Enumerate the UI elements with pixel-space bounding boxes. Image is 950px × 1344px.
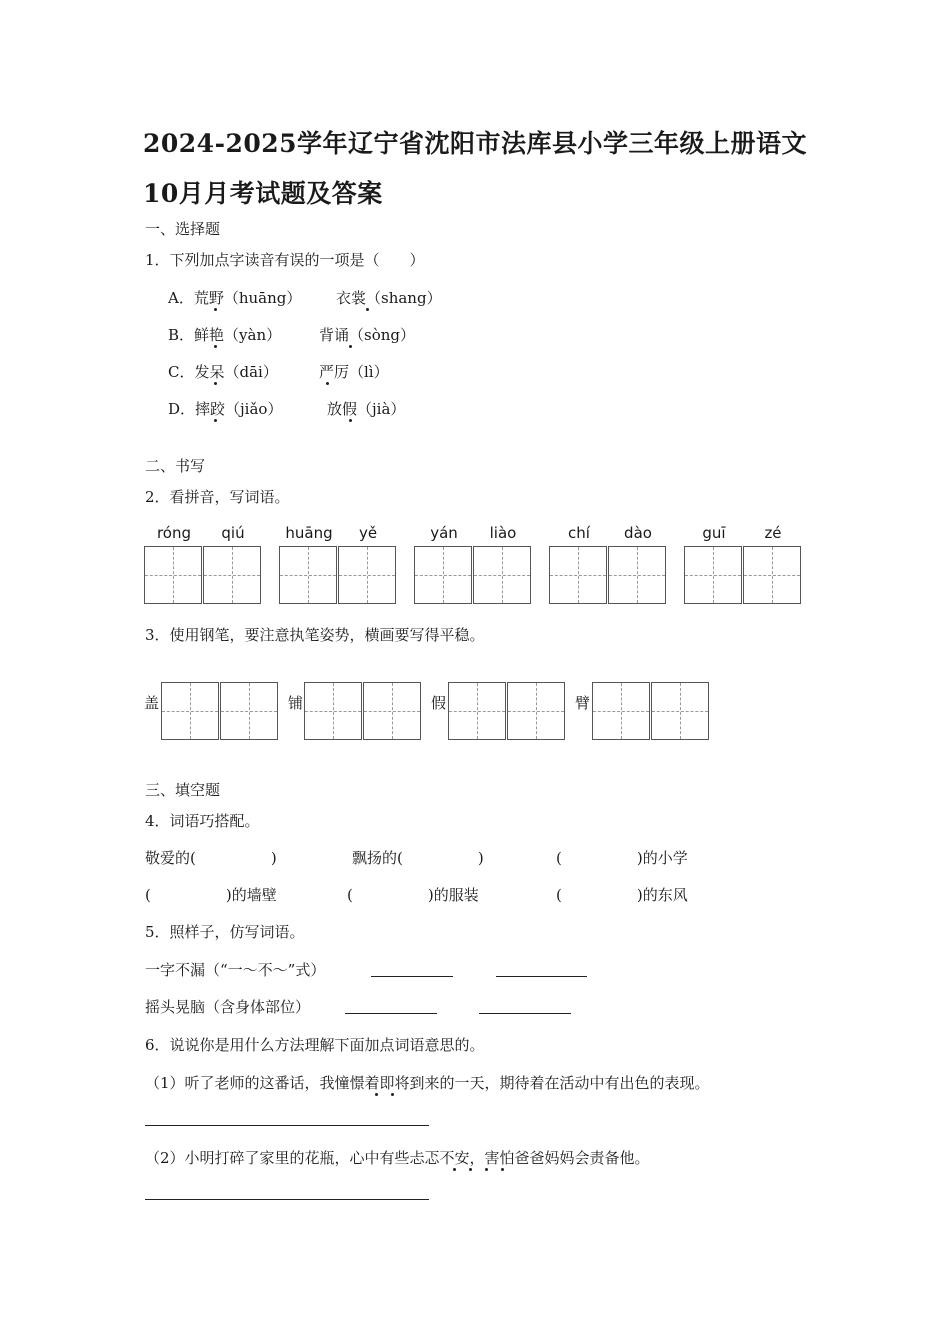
q1-option-b-word2: 背诵（sòng） [319, 326, 415, 344]
writing-grid-cell[interactable] [338, 546, 396, 604]
q4-blank[interactable]: ( )的东风 [556, 886, 688, 904]
emphasis-dot [214, 419, 217, 422]
q5-stem: 5．照样子，仿写词语。 [145, 923, 305, 941]
q1-stem: 1．下列加点字读音有误的一项是（ ） [145, 251, 425, 269]
q4-blank[interactable]: ( )的小学 [556, 849, 688, 867]
writing-grid-cell[interactable] [592, 682, 650, 740]
q4-blank[interactable]: ( )的墙壁 [145, 886, 277, 904]
writing-grid-cell[interactable] [448, 682, 506, 740]
writing-grid-cell[interactable] [651, 682, 709, 740]
q4-stem: 4．词语巧搭配。 [145, 812, 260, 830]
writing-grid-cell[interactable] [363, 682, 421, 740]
q1-option-a: A．荒野（huāng） [168, 289, 302, 307]
emphasis-dot [326, 382, 329, 385]
emphasis-dot [214, 382, 217, 385]
q3-char: 铺 [288, 694, 304, 712]
q5-example1: 一字不漏（“一～不～”式） [145, 961, 326, 979]
q1-option-d-word2: 放假（jià） [327, 400, 406, 418]
emphasis-dot [501, 1168, 504, 1171]
emphasis-dot [485, 1168, 488, 1171]
q6-stem: 6．说说你是用什么方法理解下面加点词语意思的。 [145, 1036, 485, 1054]
pinyin-label: dào [624, 524, 652, 542]
q1-option-c-word2: 严厉（lì） [319, 363, 389, 381]
q4-blank[interactable]: 敬爱的( ) [145, 849, 277, 867]
emphasis-dot [349, 345, 352, 348]
q3-stem: 3．使用钢笔，要注意执笔姿势，横画要写得平稳。 [145, 626, 485, 644]
pinyin-label: yán [430, 524, 458, 542]
q5-example2: 摇头晃脑（含身体部位） [145, 998, 311, 1016]
emphasis-dot [214, 308, 217, 311]
doc-title-line1: 2024-2025学年辽宁省沈阳市法库县小学三年级上册语文 [143, 129, 808, 158]
answer-line[interactable] [496, 976, 587, 977]
emphasis-dot [453, 1168, 456, 1171]
emphasis-dot [469, 1168, 472, 1171]
section-heading-choice: 一、选择题 [145, 220, 221, 238]
writing-grid-cell[interactable] [549, 546, 607, 604]
q6-sentence1: （1）听了老师的这番话，我憧憬着即将到来的一天，期待着在活动中有出色的表现。 [145, 1074, 710, 1092]
section-heading-writing: 二、书写 [145, 457, 206, 475]
writing-grid-cell[interactable] [220, 682, 278, 740]
writing-grid-cell[interactable] [144, 546, 202, 604]
section-heading-fill: 三、填空题 [145, 781, 221, 799]
writing-grid-cell[interactable] [507, 682, 565, 740]
q1-option-c: C．发呆（dāi） [168, 363, 278, 381]
writing-grid-cell[interactable] [473, 546, 531, 604]
answer-line[interactable] [371, 976, 453, 977]
q3-char: 盖 [144, 694, 160, 712]
pinyin-label: guī [702, 524, 726, 542]
writing-grid-cell[interactable] [608, 546, 666, 604]
writing-grid-cell[interactable] [203, 546, 261, 604]
q2-stem: 2．看拼音，写词语。 [145, 488, 290, 506]
writing-grid-cell[interactable] [279, 546, 337, 604]
writing-grid-cell[interactable] [414, 546, 472, 604]
writing-grid-cell[interactable] [684, 546, 742, 604]
doc-title-line2: 10月月考试题及答案 [143, 179, 383, 208]
writing-grid-cell[interactable] [304, 682, 362, 740]
emphasis-dot [349, 419, 352, 422]
q4-blank[interactable]: 飘扬的( ) [352, 849, 484, 867]
q1-option-b: B．鲜艳（yàn） [168, 326, 282, 344]
emphasis-dot [391, 1093, 394, 1096]
answer-line[interactable] [479, 1013, 571, 1014]
q6-sentence2: （2）小明打碎了家里的花瓶，心中有些忐忑不安，害怕爸爸妈妈会责备他。 [145, 1149, 650, 1167]
emphasis-dot [214, 345, 217, 348]
q1-option-a-word2: 衣裳（shang） [336, 289, 442, 307]
pinyin-label: zé [764, 524, 782, 542]
pinyin-label: róng [156, 524, 192, 542]
answer-line[interactable] [345, 1013, 437, 1014]
answer-line[interactable] [145, 1125, 429, 1126]
pinyin-label: yě [358, 524, 378, 542]
pinyin-label: liào [489, 524, 517, 542]
pinyin-label: qiú [221, 524, 245, 542]
emphasis-dot [375, 1093, 378, 1096]
emphasis-dot [366, 308, 369, 311]
q3-char: 假 [431, 694, 447, 712]
pinyin-label: chí [568, 524, 590, 542]
answer-line[interactable] [145, 1199, 429, 1200]
pinyin-label: huāng [285, 524, 333, 542]
writing-grid-cell[interactable] [161, 682, 219, 740]
q1-option-d: D．摔跤（jiǎo） [168, 400, 283, 418]
q4-blank[interactable]: ( )的服装 [347, 886, 479, 904]
writing-grid-cell[interactable] [743, 546, 801, 604]
q3-char: 臂 [575, 694, 591, 712]
